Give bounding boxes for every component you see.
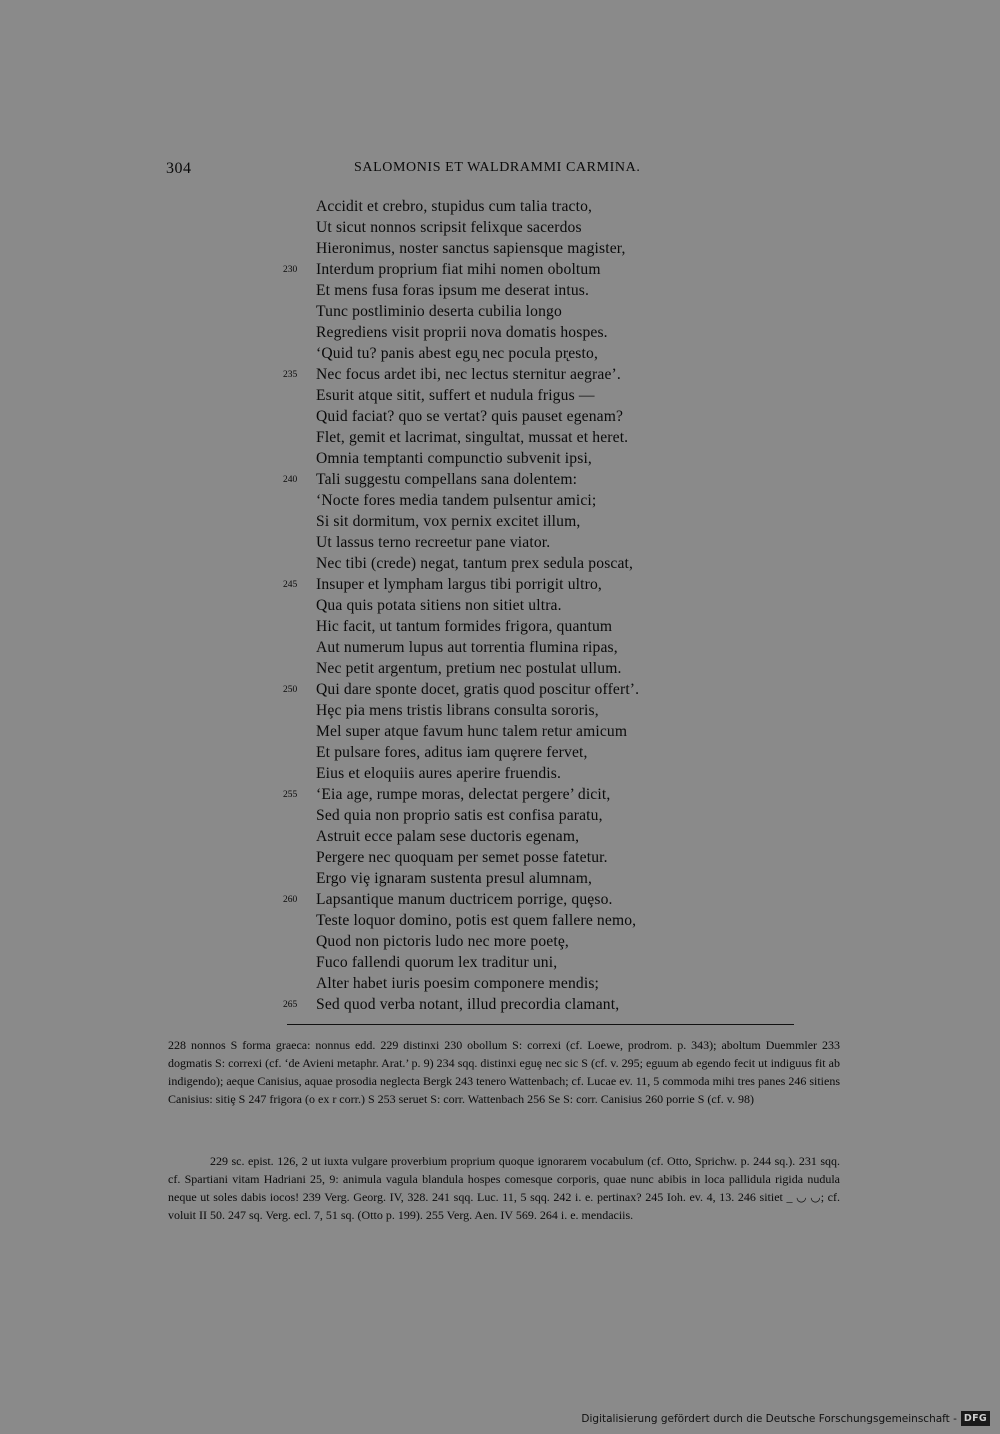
verse-text: Qua quis potata sitiens non sitiet ultra. [316,597,562,614]
verse-line [0,679,1000,700]
verse-text: Teste loquor domino, potis est quem fallere nemo, [316,912,637,929]
verse-line [0,532,1000,553]
verse-text: Astruit ecce palam sese ductoris egenam, [316,828,580,845]
verse-number: 235 [283,370,298,380]
verse-line [0,259,1000,280]
verse-text: Flet, gemit et lacrimat, singultat, mussat et heret. [316,429,629,446]
verse-line [0,301,1000,322]
verse-line [0,511,1000,532]
verse-text: Tali suggestu compellans sana dolentem: [316,471,578,488]
verse-line [0,994,1000,1015]
verse-text: Ut lassus terno recreetur pane viator. [316,534,551,551]
critical-apparatus-text: 228 nonnos S forma graeca: nonnus edd. 229 distinxi 230 obollum S: correxi (cf. Loewe, prodrom. p. 343); aboltum Duemmler 233 dogmatis S: correxi (cf. ‘de Avieni metaphr. Arat.’ p. 9) 234 sqq. distinxi eguȩ nec sic S (cf. v. 295; eguum ab egendo fecit ut indiguus fit ab indigendo); aeque Canisius, aquae prosodia neglecta Bergk 243 tenero Wattenbach; cf. Lucae ev. 11, 5 commoda mihi tres panes 246 sitiens Canisius: sitiȩ S 247 frigora (o ex r corr.) S 253 seruet S: corr. Wattenbach 256 Se S: corr. Canisius 260 porrie S (cf. v. 98) [168,1038,840,1106]
verse-text: Hic facit, ut tantum formides frigora, quantum [316,618,613,635]
verse-text: Et mens fusa foras ipsum me deserat intus. [316,282,590,299]
verse-line [0,322,1000,343]
verse-text: Qui dare sponte docet, gratis quod poscitur offert’. [316,681,640,698]
verse-text: Sed quod verba notant, illud precordia clamant, [316,996,620,1013]
verse-line [0,343,1000,364]
verse-text: Accidit et crebro, stupidus cum talia tracto, [316,198,593,215]
running-title: SALOMONIS ET WALDRAMMI CARMINA. [354,160,641,175]
verse-number: 260 [283,895,298,905]
verse-line [0,742,1000,763]
verse-line [0,574,1000,595]
verse-line [0,385,1000,406]
verse-text: Et pulsare fores, aditus iam quȩrere fervet, [316,744,588,761]
verse-text: Omnia temptanti compunctio subvenit ipsi, [316,450,592,467]
verse-text: Nec petit argentum, pretium nec postulat ullum. [316,660,622,677]
verse-text: Eius et eloquiis aures aperire fruendis. [316,765,562,782]
verse-text: Alter habet iuris poesim componere mendis; [316,975,600,992]
verse-line [0,490,1000,511]
verse-text: Aut numerum lupus aut torrentia flumina ripas, [316,639,618,656]
verse-number: 230 [283,265,298,275]
page-number: 304 [166,160,192,177]
verse-number: 240 [283,475,298,485]
verse-line [0,658,1000,679]
verse-line [0,280,1000,301]
verse-number: 250 [283,685,298,695]
verse-text: Ut sicut nonnos scripsit felixque sacerdos [316,219,582,236]
verse-text: Si sit dormitum, vox pernix excitet illum, [316,513,581,530]
verse-line [0,868,1000,889]
verse-number: 245 [283,580,298,590]
verse-text: Pergere nec quoquam per semet posse fatetur. [316,849,608,866]
verse-text: Interdum proprium fiat mihi nomen oboltum [316,261,601,278]
verse-text: Esurit atque sitit, suffert et nudula frigus — [316,387,595,404]
credit-text: Digitalisierung gefördert durch die Deutsche Forschungsgemeinschaft - [581,1412,957,1425]
verse-line [0,889,1000,910]
critical-apparatus [168,1036,840,1108]
verse-line [0,721,1000,742]
verse-line [0,763,1000,784]
verse-line [0,931,1000,952]
verse-number: 255 [283,790,298,800]
verse-text: Insuper et lympham largus tibi porrigit ultro, [316,576,602,593]
verse-line [0,427,1000,448]
verse-line [0,952,1000,973]
verse-number: 265 [283,1000,298,1010]
verse-line [0,364,1000,385]
page-header [166,160,676,182]
verse-text: ‘Eia age, rumpe moras, delectat pergere’ dicit, [316,786,611,803]
verse-line [0,616,1000,637]
digitization-credit [581,1411,990,1426]
verse-line [0,469,1000,490]
verse-text: Fuco fallendi quorum lex traditur uni, [316,954,558,971]
verse-line [0,805,1000,826]
verse-line [0,973,1000,994]
verse-line [0,637,1000,658]
verse-line [0,700,1000,721]
verse-text: Lapsantique manum ductricem porrige, quȩso. [316,891,613,908]
verse-line [0,595,1000,616]
verse-text: Hȩc pia mens tristis librans consulta sororis, [316,702,599,719]
verse-text: Nec focus ardet ibi, nec lectus sternitur aegrae’. [316,366,621,383]
verse-line [0,847,1000,868]
verse-line [0,448,1000,469]
source-apparatus [168,1152,840,1224]
verse-text: Nec tibi (crede) negat, tantum prex sedula poscat, [316,555,634,572]
verse-text: Mel super atque favum hunc talem retur amicum [316,723,628,740]
verse-text: Sed quia non proprio satis est confisa paratu, [316,807,603,824]
verse-text: ‘Quid tu? panis abest egu̧ nec pocula pr̨esto, [316,345,599,362]
verse-text: Regrediens visit proprii nova domatis hospes. [316,324,608,341]
verse-text: Ergo viȩ ignaram sustenta presul alumnam, [316,870,593,887]
verse-text: Tunc postliminio deserta cubilia longo [316,303,562,320]
dfg-logo: DFG [961,1411,990,1426]
verse-line [0,238,1000,259]
verse-line [0,553,1000,574]
verse-line [0,910,1000,931]
verse-line [0,217,1000,238]
source-apparatus-text: 229 sc. epist. 126, 2 ut iuxta vulgare proverbium proprium quoque ignorarem vocabulum (cf. Otto, Sprichw. p. 244 sq.). 231 sqq. cf. Spartiani vitam Hadriani 25, 9: animula vagula blandula hospes comesque corporis, quae nunc abibis in loca pallidula rigida nudula neque ut soles dabis iocos! 239 Verg. Georg. IV, 328. 241 sqq. Luc. 11, 5 sqq. 242 i. e. pertinax? 245 Ioh. ev. 4, 13. 246 sitiet _ ◡ ◡; cf. voluit II 50. 247 sq. Verg. ecl. 7, 51 sq. (Otto p. 199). 255 Verg. Aen. IV 569. 264 i. e. mendaciis. [168,1154,840,1222]
footnote-rule [287,1024,794,1025]
verse-text: Quid faciat? quo se vertat? quis pauset egenam? [316,408,624,425]
verse-line [0,826,1000,847]
verse-text: ‘Nocte fores media tandem pulsentur amici; [316,492,597,509]
verse-line [0,196,1000,217]
verse-text: Quod non pictoris ludo nec more poetȩ, [316,933,569,950]
verse-line [0,406,1000,427]
poem-text [0,196,1000,1015]
verse-line [0,784,1000,805]
verse-text: Hieronimus, noster sanctus sapiensque magister, [316,240,626,257]
